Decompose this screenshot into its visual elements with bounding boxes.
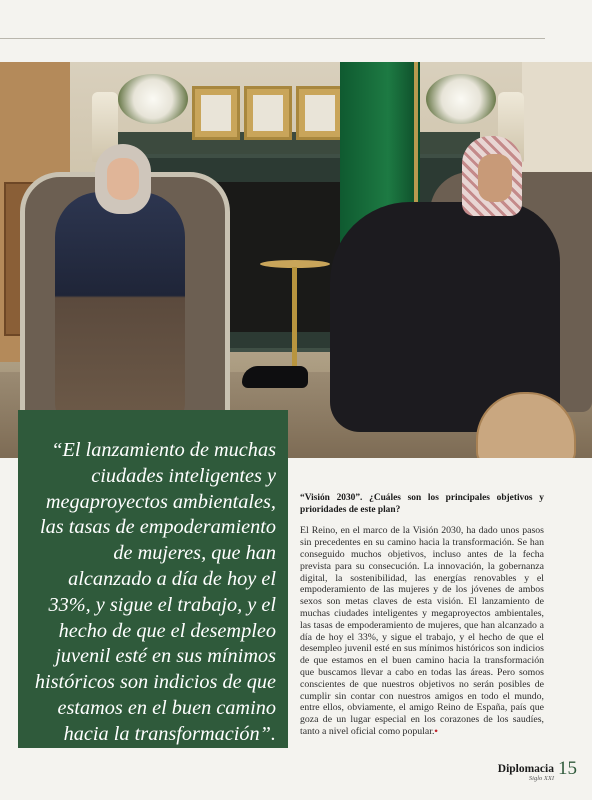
person-left-face [107, 158, 139, 200]
pull-quote-text: “El lanzamiento de muchas ciudades inteligentes y megaproyectos ambientales, las tasas de empoderamiento de mujeres, que han alcanzado a día de hoy el 33%, y sigue el trabajo, y el hecho de que el desempleo juvenil esté en sus mínimos históricos son indicios de que estamos en el buen camino hacia la transformación”. [34, 439, 276, 745]
question-heading: “Visión 2030”. ¿Cuáles son los principales objetivos y prioridades de este plan? [300, 493, 544, 516]
mantel [110, 132, 480, 154]
flower-arrangement [118, 74, 188, 124]
portrait-frame [296, 86, 344, 140]
article-body-text: El Reino, en el marco de la Visión 2030, ha dado unos pasos sin precedentes en su camino hacia la transformación. Se han conseguido muchos objetivos, incluso antes de la fecha prevista para su consecución. La innovación, la gobernanza digital, la sostenibilidad, las energías renovables y el empoderamiento de las mujeres y de los jóvenes de ambos sexos son metas claves de esta visión. El lanzamiento de muchas ciudades inteligentes y megaproyectos ambientales, las tasas de empoderamiento de mujeres, que han alcanzado a día de hoy el 33%, y sigue el trabajo, y el hecho de que el desempleo juvenil esté en sus mínimos históricos son indicios de que estamos en el buen camino hacia la transformación que buscamos llevar a cabo en todas las áreas. Pero somos conscientes de que nuestros objetivos no serán posibles de cumplir sin contar con nuestros amigos en todo el mundo, entre ellos, obviamente, el amigo Reino de España, país que goza de un lugar especial en los corazones de los saudíes, tanto a nivel oficial como popular. [300, 525, 544, 737]
portrait-frame [192, 86, 240, 140]
end-mark: • [434, 725, 438, 737]
photo-image [0, 62, 592, 458]
top-rule [0, 38, 545, 39]
person-left [55, 192, 185, 422]
portrait-frame [244, 86, 292, 140]
pull-quote-box [18, 410, 288, 748]
article-body [300, 525, 544, 737]
side-table-leg [292, 267, 297, 377]
shoe [242, 366, 308, 388]
person-right-face [478, 154, 512, 202]
flower-arrangement [426, 74, 496, 124]
page-number: 15 [558, 758, 577, 779]
magazine-brand [496, 763, 554, 783]
brand-name: Diplomacia [497, 763, 554, 775]
brand-subtitle: Siglo XXI [528, 775, 554, 782]
article-column [300, 492, 544, 738]
